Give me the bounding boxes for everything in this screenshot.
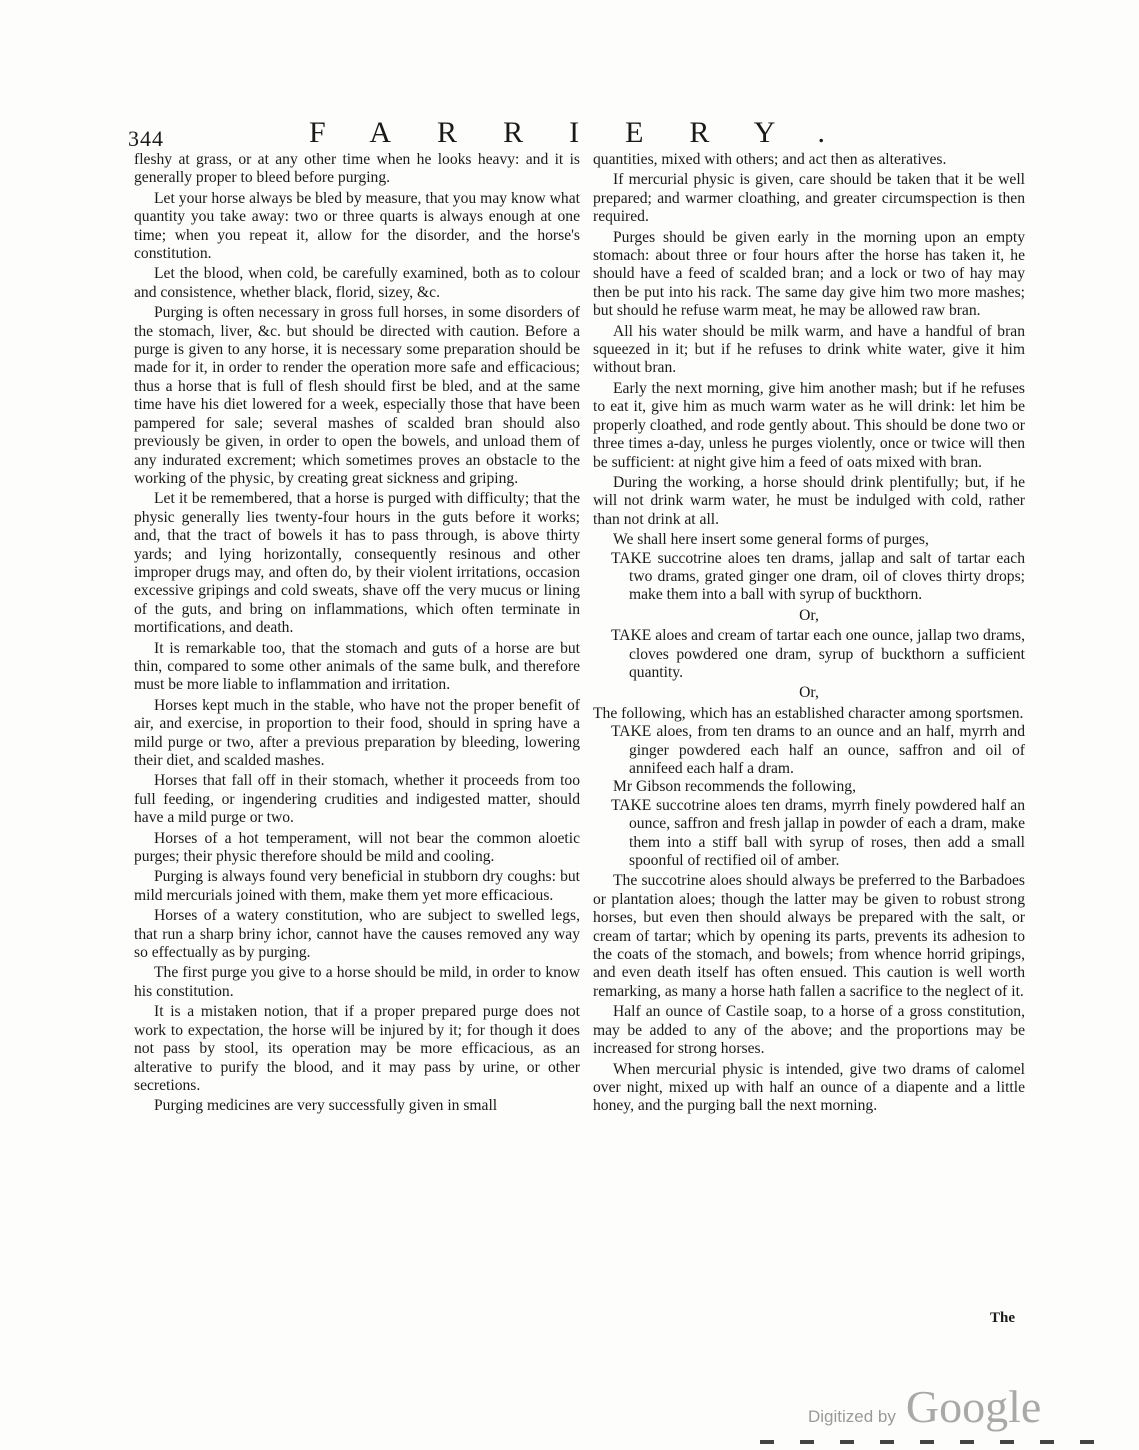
paragraph: The succotrine aloes should always be preferred to the Barbadoes or plantation aloes; though the latter may be given to robust strong horses, but even then should always be prepared with the salt, or cream of tartar; which by opening its parts, prevents its adhesion to the coats of the stomach, and bowels; from whence horrid gripings, and even death itself has often ensued. This caution is well worth remarking, as many a horse hath fallen a sacrifice to the neglect of it.	[593, 872, 1025, 1000]
paragraph: Horses that fall off in their stomach, whether it proceeds from too full feeding, or ingendering crudities and indigested matter, should have a mild purge or two.	[134, 772, 580, 827]
paragraph: Purging medicines are very successfully given in small	[154, 1097, 498, 1115]
left-column	[134, 151, 580, 1116]
paragraph: Early the next morning, give him another mash; but if he refuses to eat it, give him as much warm water as he will drink: let him be properly cloathed, and rode gently about. This should be done two or three times a-day, unless he purges violently, once or twice will then be sufficient: at night give him a feed of oats mixed with bran.	[593, 379, 1025, 471]
paragraph: Let your horse always be bled by measure, that you may know what quantity you take away: two or three quarts is always enough at one time; when you repeat it, allow for the disorder, and the horse's constitution.	[134, 189, 580, 263]
running-title: FARRIERY.	[308, 116, 872, 149]
digitized-by-google-watermark	[808, 1380, 1041, 1433]
paragraph: The following, which has an established character among sportsmen.	[593, 704, 1024, 722]
paragraph: All his water should be milk warm, and have a handful of bran squeezed in it; but if he refuses to drink white water, give it him without bran.	[593, 322, 1025, 377]
paragraph: Half an ounce of Castile soap, to a horse of a gross constitution, may be added to any of the above; and the proportions may be increased for strong horses.	[593, 1003, 1025, 1058]
paragraph: It is remarkable too, that the stomach and guts of a horse are but thin, compared to some other animals of the same bulk, and therefore must be more liable to inflammation and irritation.	[134, 639, 580, 694]
recipe: TAKE aloes and cream of tartar each one ounce, jallap two drams, cloves powdered one dram, syrup of buckthorn a sufficient quantity.	[611, 627, 1025, 681]
paragraph: Horses of a hot temperament, will not bear the common aloetic purges; their physic therefore should be mild and cooling.	[134, 829, 580, 866]
page-number: 344	[128, 126, 164, 151]
paragraph: The first purge you give to a horse should be mild, in order to know his constitution.	[134, 964, 580, 1000]
paragraph: We shall here insert some general forms of purges,	[613, 531, 929, 549]
paragraph: Mr Gibson recommends the following,	[613, 778, 856, 796]
paragraph: Let it be remembered, that a horse is purged with difficulty; that the physic generally lies twenty-four hours in the guts before it works; and, that the tract of bowels it has to pass through, is above thirty yards; and lying horizontally, consequently resinous and other improper drugs may, and often do, by their violent irritations, occasion excessive gripings and cold sweats, shave off the very mucus or lining of the guts, and bring on inflammations, which often terminate in mortifications, and death.	[134, 490, 580, 637]
paragraph: If mercurial physic is given, care should be taken that it be well prepared; and warmer cloathing, and greater circumspection is then required.	[593, 171, 1025, 226]
paragraph: Purging is always found very beneficial in stubborn dry coughs: but mild mercurials joined with them, make them yet more efficacious.	[134, 868, 580, 904]
paragraph: quantities, mixed with others; and act then as alteratives.	[593, 151, 947, 168]
catchword: The	[990, 1310, 1016, 1326]
paragraph: Let the blood, when cold, be carefully examined, both as to colour and consistence, whether black, florid, sizey, &c.	[134, 265, 580, 301]
google-logo: Google	[905, 1381, 1042, 1432]
or-separator: Or,	[799, 606, 819, 624]
or-separator: Or,	[799, 684, 819, 702]
recipe: TAKE aloes, from ten drams to an ounce and an half, myrrh and ginger powdered each half an ounce, saffron and oil of annifeed each half a dram.	[611, 723, 1025, 777]
right-column	[593, 151, 1025, 1116]
watermark-prefix: Digitized by	[808, 1407, 896, 1426]
paragraph: When mercurial physic is intended, give two drams of calomel over night, mixed up with half an ounce of a diapente and a little honey, and the purging ball the next morning.	[593, 1060, 1025, 1115]
paragraph: fleshy at grass, or at any other time when he looks heavy: and it is generally proper to bleed before purging.	[134, 151, 580, 187]
paragraph: Horses kept much in the stable, who have not the proper benefit of air, and exercise, in proportion to their food, should in spring have a mild purge or two, after a previous preparation by bleeding, lowering their diet, and scalded mashes.	[134, 696, 580, 769]
paragraph: Purges should be given early in the morning upon an empty stomach: about three or four hours after the horse has taken it, he should have a feed of scalded bran; and a lock or two of hay may then be put into his rack. The same day give him two more mashes; but should he refuse warm meat, he may be allowed raw bran.	[593, 228, 1025, 320]
paragraph: During the working, a horse should drink plentifully; but, if he will not drink warm water, he must be indulged with cold, rather than not drink at all.	[593, 473, 1025, 528]
paragraph: Horses of a watery constitution, who are subject to swelled legs, that run a sharp briny ichor, cannot have the causes removed any way so effectually as by purging.	[134, 907, 580, 962]
paragraph: Purging is often necessary in gross full horses, in some disorders of the stomach, liver, &c. but should be directed with caution. Before a purge is given to any horse, it is necessary some preparation should be made for it, in order to render the operation more safe and efficacious; thus a horse that is full of flesh should first be bled, and at the same time have his diet lowered for a week, especially those that have been pampered for sale; several mashes of scalded bran should also previously be given, in order to open the bowels, and unload them of any indurated excrement; which sometimes proves an obstacle to the working of the physic, by creating great sickness and griping.	[134, 304, 580, 487]
recipe: TAKE succotrine aloes ten drams, jallap and salt of tartar each two drams, grated ginger one dram, oil of cloves thirty drops; make them into a ball with syrup of buckthorn.	[611, 549, 1025, 604]
paragraph: It is a mistaken notion, that if a proper prepared purge does not work to expectation, the horse will be injured by it; for though it does not pass by stool, its operation may be more efficacious, as an alterative to purify the blood, and it may pass by urine, or other secretions.	[134, 1003, 580, 1094]
recipe: TAKE succotrine aloes ten drams, myrrh finely powdered half an ounce, saffron and fresh jallap in powder of each a dram, make them into a stiff ball with syrup of roses, then add a small spoonful of rectified oil of amber.	[611, 796, 1025, 870]
scan-edge-marks	[760, 1440, 1120, 1444]
